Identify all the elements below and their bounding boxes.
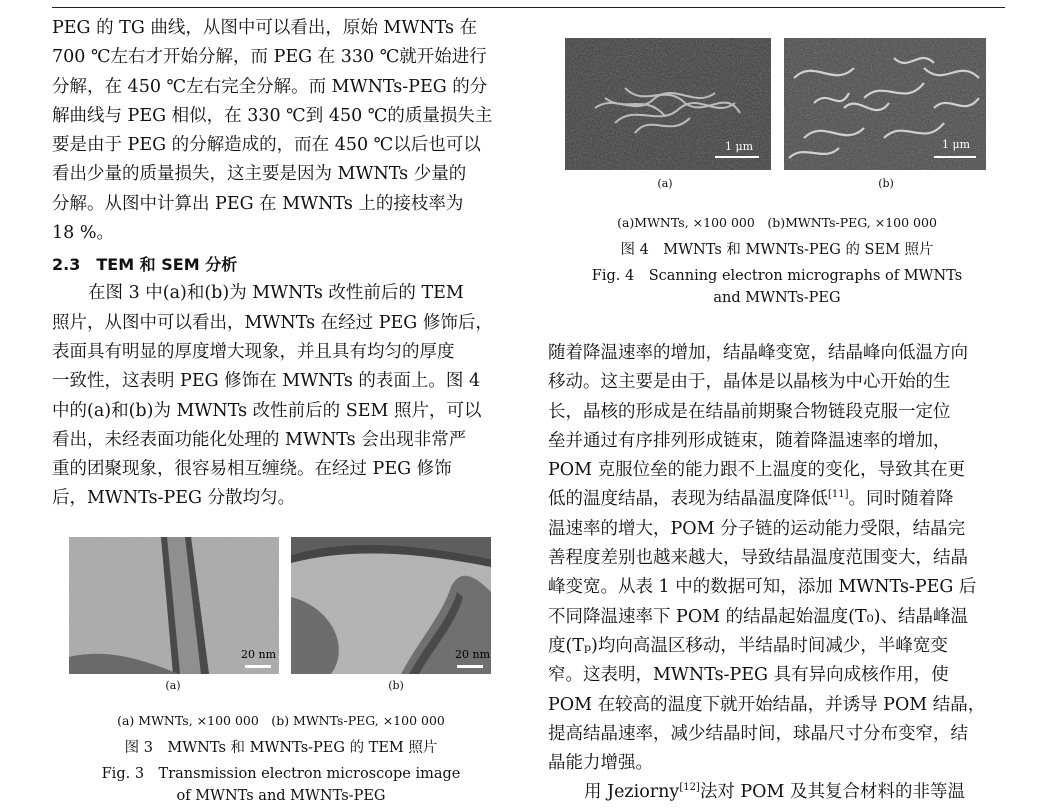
- text-line: 表面具有明显的厚度增大现象，并且具有均匀的厚度: [52, 341, 455, 362]
- text-line: 分解。从图中计算出 PEG 在 MWNTs 上的接枝率为: [52, 193, 464, 214]
- text-line: 垒并通过有序排列形成链束，随着降温速率的增加，: [548, 430, 951, 451]
- text-run: 。同时随着降: [848, 489, 954, 510]
- fig4-caption-en-1: Fig. 4 Scanning electron micrographs of MWNTs: [591, 268, 963, 284]
- text-line: 温速率的增大，POM 分子链的运动能力受限，结晶完: [548, 518, 966, 539]
- paragraph-crystallization: [548, 339, 1006, 808]
- text-line: 度(Tₚ)均向高温区移动，半结晶时间减少，半峰宽变: [548, 635, 948, 656]
- text-line: 700 ℃左右才开始分解，而 PEG 在 330 ℃就开始进行: [52, 47, 487, 68]
- fig3-caption-en-1: Fig. 3 Transmission electron microscope image: [101, 766, 461, 782]
- tem-scale-b: 20 nm: [455, 648, 491, 661]
- text-line: 看出，未经表面功能化处理的 MWNTs 会出现非常严: [52, 429, 467, 450]
- header-rule: [52, 7, 1005, 8]
- paragraph-tg-analysis: [52, 14, 510, 248]
- fig3-sublabel-b: (b): [388, 679, 404, 692]
- text-line: 重的团聚现象，很容易相互缠绕。在经过 PEG 修饰: [52, 459, 452, 480]
- text-line: POM 在较高的温度下就开始结晶，并诱导 POM 结晶，: [548, 694, 986, 715]
- text-line: 提高结晶速率，减少结晶时间，球晶尺寸分布变窄，结: [548, 723, 968, 744]
- text-line: 长，晶核的形成是在结晶前期聚合物链段克服一定位: [548, 401, 951, 422]
- text-line: 中的(a)和(b)为 MWNTs 改性前后的 SEM 照片，可以: [52, 400, 482, 421]
- fig4-caption-en-2: and MWNTs-PEG: [713, 290, 841, 306]
- fig4-sublabel-b: (b): [878, 177, 894, 190]
- citation-ref[interactable]: [11]: [828, 489, 849, 501]
- text-line: 在图 3 中(a)和(b)为 MWNTs 改性前后的 TEM: [88, 283, 464, 304]
- text-run: 用 Jeziorny: [584, 782, 680, 803]
- text-line: 一致性，这表明 PEG 修饰在 MWNTs 的表面上。图 4: [52, 371, 481, 392]
- section-heading: 2.3 TEM 和 SEM 分析: [52, 255, 238, 275]
- right-column: [548, 339, 1006, 808]
- text-line: 后，MWNTs-PEG 分散均匀。: [52, 488, 296, 509]
- fig4-subcaption: (a)MWNTs, ×100 000 (b)MWNTs-PEG, ×100 000: [617, 215, 937, 230]
- text-line: 晶能力增强。: [548, 753, 653, 774]
- paragraph-tem-sem: [52, 279, 510, 513]
- text-line: 移动。这主要是由于，晶体是以晶核为中心开始的生: [548, 372, 951, 393]
- text-line: POM 克服位垒的能力跟不上温度的变化，导致其在更: [548, 460, 966, 481]
- fig3-subcaption: (a) MWNTs, ×100 000 (b) MWNTs-PEG, ×100 000: [117, 713, 445, 728]
- text-line: 不同降温速率下 POM 的结晶起始温度(T₀)、结晶峰温: [548, 606, 969, 627]
- text-line: 峰变宽。从表 1 中的数据可知，添加 MWNTs-PEG 后: [548, 577, 977, 598]
- text-run: 低的温度结晶，表现为结晶温度降低: [548, 489, 828, 510]
- tem-scale-a: 20 nm: [241, 648, 277, 661]
- text-line: 要是由于 PEG 的分解造成的，而在 450 ℃以后也可以: [52, 135, 481, 156]
- fig3-caption-cn: 图 3 MWNTs 和 MWNTs-PEG 的 TEM 照片: [124, 740, 438, 756]
- tem-image-b: [291, 537, 491, 674]
- fig4-caption-cn: 图 4 MWNTs 和 MWNTs-PEG 的 SEM 照片: [620, 242, 934, 258]
- text-line: [548, 778, 1006, 807]
- fig3-sublabel-a: (a): [165, 679, 181, 692]
- citation-ref[interactable]: [12]: [679, 782, 700, 794]
- text-line: 18 %。: [52, 223, 114, 244]
- sem-image-a: [565, 38, 771, 170]
- text-line: 照片，从图中可以看出，MWNTs 在经过 PEG 修饰后，: [52, 312, 493, 333]
- fig3-caption-en-2: of MWNTs and MWNTs-PEG: [176, 788, 386, 804]
- sem-scale-a: 1 μm: [725, 140, 754, 153]
- text-line: 解曲线与 PEG 相似，在 330 ℃到 450 ℃的质量损失主: [52, 105, 493, 126]
- text-line: [548, 485, 1006, 514]
- sem-image-b: [784, 38, 986, 170]
- tem-image-a: [69, 537, 279, 674]
- sem-scale-b: 1 μm: [942, 138, 971, 151]
- fig4-sublabel-a: (a): [657, 177, 673, 190]
- text-line: 窄。这表明，MWNTs-PEG 具有异向成核作用，使: [548, 665, 949, 686]
- left-column: [52, 14, 510, 514]
- text-line: 善程度差别也越来越大，导致结晶温度范围变大，结晶: [548, 548, 968, 569]
- text-run: 法对 POM 及其复合材料的非等温: [699, 782, 966, 803]
- text-line: 分解，在 450 ℃左右完全分解。而 MWNTs-PEG 的分: [52, 76, 488, 97]
- text-line: 看出少量的质量损失，这主要是因为 MWNTs 少量的: [52, 164, 467, 185]
- text-line: 随着降温速率的增加，结晶峰变宽，结晶峰向低温方向: [548, 343, 968, 363]
- text-line: PEG 的 TG 曲线，从图中可以看出，原始 MWNTs 在: [52, 18, 478, 38]
